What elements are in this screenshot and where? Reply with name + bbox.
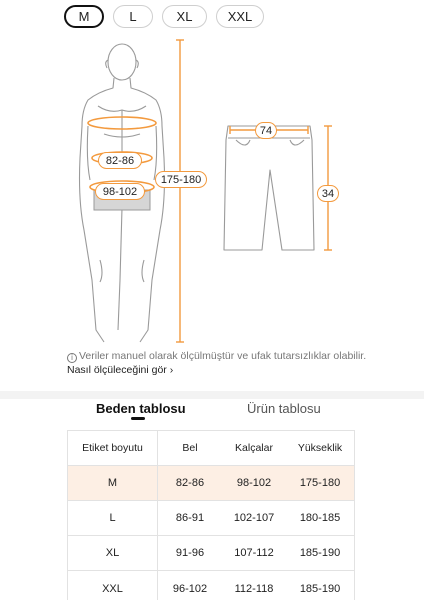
table-header-row xyxy=(68,431,354,466)
table-cell: 98-102 xyxy=(236,477,272,489)
header-cell: Bel xyxy=(182,442,198,454)
table-cell: 185-190 xyxy=(299,547,341,559)
height-label: 175-180 xyxy=(155,171,207,188)
table-cell: 102-107 xyxy=(233,512,275,524)
tab-size-table[interactable]: Beden tablosu xyxy=(96,401,186,416)
table-cell: 86-91 xyxy=(175,512,205,524)
waist-label: 82-86 xyxy=(98,152,142,169)
size-selector xyxy=(64,5,264,28)
table-row xyxy=(68,536,354,571)
pants-length-label: 34 xyxy=(317,185,339,202)
measurement-illustration xyxy=(0,30,424,348)
table-cell: XL xyxy=(68,536,158,570)
note-text: Veriler manuel olarak ölçülmüştür ve ufak tutarsızlıklar olabilir. xyxy=(79,350,367,362)
active-tab-indicator xyxy=(131,417,145,420)
table-row xyxy=(68,501,354,536)
table-cell: 175-180 xyxy=(299,477,341,489)
hip-label: 98-102 xyxy=(95,183,145,200)
size-table xyxy=(67,430,355,600)
table-cell: 91-96 xyxy=(175,547,205,559)
measurement-note xyxy=(67,349,367,377)
pants-outline xyxy=(224,126,314,250)
header-cell: Yükseklik xyxy=(297,442,343,454)
height-line xyxy=(176,40,184,342)
table-cell: 82-86 xyxy=(175,477,205,489)
table-cell: 185-190 xyxy=(299,582,341,595)
table-row xyxy=(68,571,354,600)
body-figure-svg xyxy=(0,30,424,348)
header-cell: Kalçalar xyxy=(235,442,273,454)
table-cell: 107-112 xyxy=(234,547,274,559)
how-to-measure-link[interactable] xyxy=(67,364,173,376)
size-chip-xl[interactable]: XL xyxy=(162,5,207,28)
table-cell: 112-118 xyxy=(234,582,274,595)
header-cell: Etiket boyutu xyxy=(68,431,158,465)
table-cell: L xyxy=(68,501,158,535)
size-chip-l[interactable]: L xyxy=(113,5,153,28)
chevron-right-icon: › xyxy=(169,364,174,376)
info-icon: i xyxy=(67,353,77,363)
table-cell: 180-185 xyxy=(299,512,341,524)
table-cell: M xyxy=(68,466,158,500)
size-chip-m[interactable]: M xyxy=(64,5,104,28)
tab-product-table[interactable]: Ürün tablosu xyxy=(247,401,321,416)
pants-waist-label: 74 xyxy=(255,122,277,139)
section-divider xyxy=(0,391,424,399)
how-to-measure-label: Nasıl ölçüleceğini gör xyxy=(67,364,167,376)
table-cell: XXL xyxy=(68,571,158,600)
table-cell: 96-102 xyxy=(172,582,208,595)
size-chip-xxl[interactable]: XXL xyxy=(216,5,264,28)
table-row xyxy=(68,466,354,501)
